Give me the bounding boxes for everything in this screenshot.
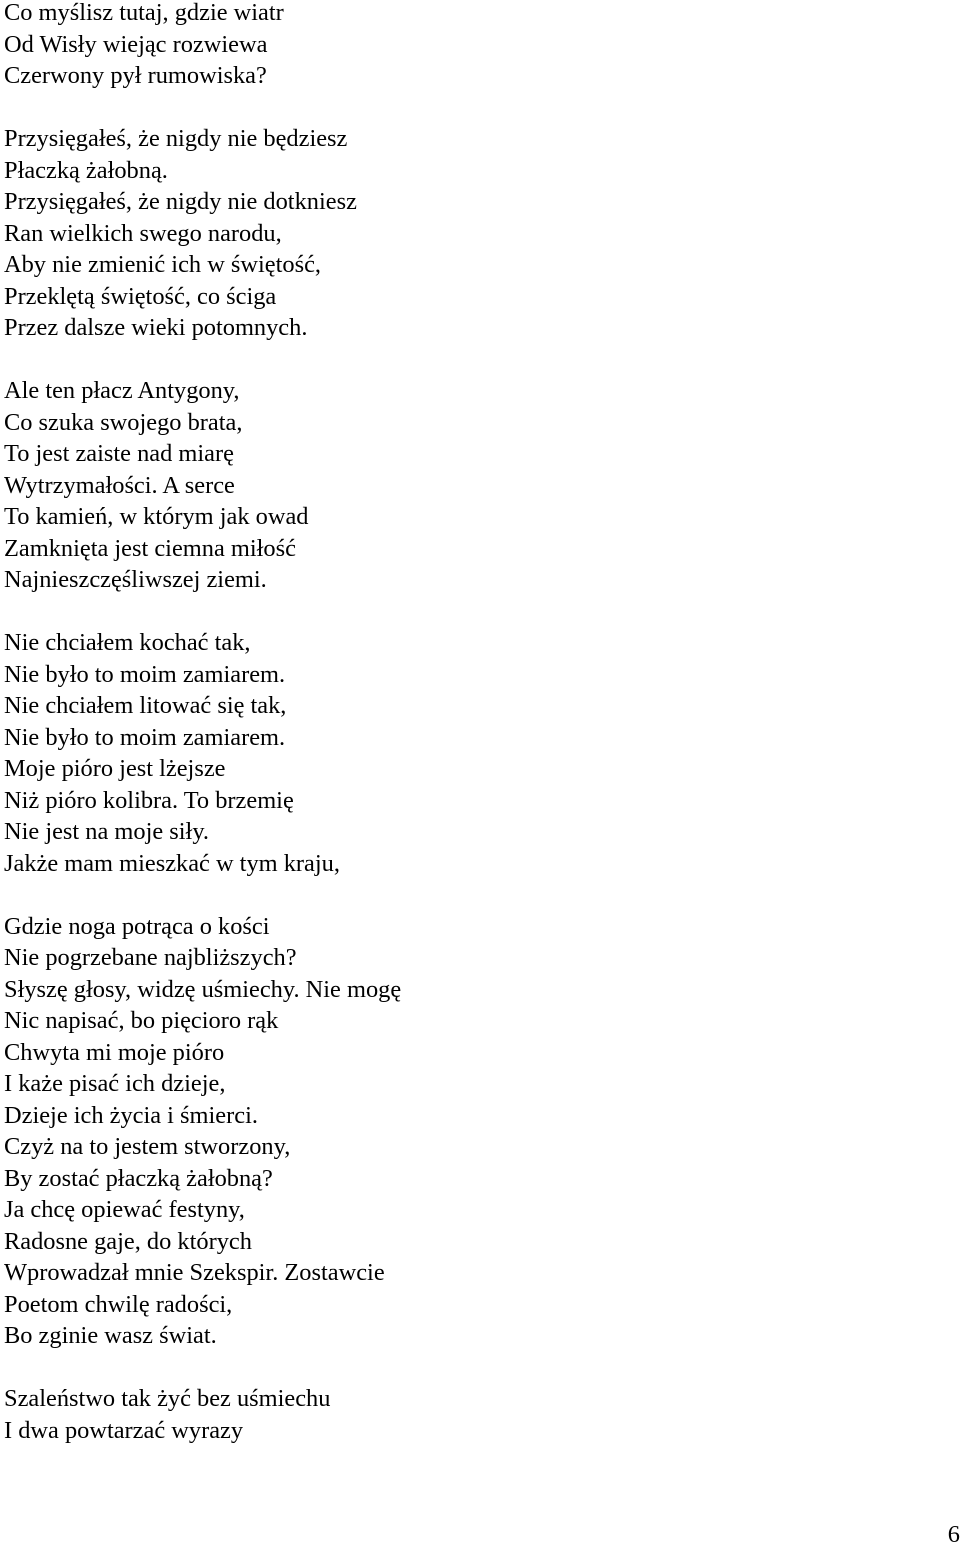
poem-line: Zamknięta jest ciemna miłość xyxy=(4,534,296,562)
poem-line: Chwyta mi moje pióro xyxy=(4,1038,225,1066)
poem-line: Ran wielkich swego narodu, xyxy=(4,219,282,247)
poem-line: Poetom chwilę radości, xyxy=(4,1290,233,1318)
stanza xyxy=(4,911,944,1352)
stanza xyxy=(4,1383,944,1446)
poem-line: Nie chciałem litować się tak, xyxy=(4,692,287,719)
poem-line: Nie było to moim zamiarem. xyxy=(4,723,286,751)
poem-line: Jakże mam mieszkać w tym kraju, xyxy=(4,849,340,877)
poem-line: Przeklętą świętość, co ściga xyxy=(4,282,277,310)
poem-line: Wprowadzał mnie Szekspir. Zostawcie xyxy=(4,1259,385,1286)
poem-line: Najnieszczęśliwszej ziemi. xyxy=(4,566,267,593)
poem-line: Płaczką żałobną. xyxy=(4,156,168,184)
poem-line: Przysięgałeś, że nigdy nie dotkniesz xyxy=(4,188,357,215)
poem-line: Nie chciałem kochać tak, xyxy=(4,629,251,656)
poem-line: Ja chcę opiewać festyny, xyxy=(4,1196,245,1223)
poem-line: Szaleństwo tak żyć bez uśmiechu xyxy=(4,1385,331,1412)
poem-line: Od Wisły wiejąc rozwiewa xyxy=(4,30,268,58)
poem-line: Nie pogrzebane najbliższych? xyxy=(4,944,297,971)
page-number: 6 xyxy=(947,1521,960,1548)
stanza xyxy=(4,375,944,596)
poem-text xyxy=(4,0,944,1478)
poem-line: Nic napisać, bo pięcioro rąk xyxy=(4,1007,279,1034)
poem-line: Co myślisz tutaj, gdzie wiatr xyxy=(4,0,284,26)
poem-line: Czyż na to jestem stworzony, xyxy=(4,1133,291,1160)
poem-line: To jest zaiste nad miarę xyxy=(4,440,234,467)
poem-line: Niż pióro kolibra. To brzemię xyxy=(4,786,294,814)
poem-line: Co szuka swojego brata, xyxy=(4,408,243,436)
poem-line: Aby nie zmienić ich w świętość, xyxy=(4,251,321,278)
poem-line: Nie było to moim zamiarem. xyxy=(4,660,286,688)
poem-line: Gdzie noga potrąca o kości xyxy=(4,912,270,940)
poem-line: Przez dalsze wieki potomnych. xyxy=(4,314,308,341)
poem-line: Bo zginie wasz świat. xyxy=(4,1322,217,1349)
poem-line: Radosne gaje, do których xyxy=(4,1227,252,1255)
poem-line: Wytrzymałości. A serce xyxy=(4,471,235,499)
stanza xyxy=(4,627,944,879)
poem-line: Moje pióro jest lżejsze xyxy=(4,755,226,782)
poem-line: By zostać płaczką żałobną? xyxy=(4,1164,273,1192)
stanza xyxy=(4,0,944,92)
poem-line: Słyszę głosy, widzę uśmiechy. Nie mogę xyxy=(4,975,402,1003)
poem-line: Nie jest na moje siły. xyxy=(4,818,210,845)
poem-line: Dzieje ich życia i śmierci. xyxy=(4,1101,258,1129)
poem-line: I każe pisać ich dzieje, xyxy=(4,1070,226,1097)
poem-line: Przysięgałeś, że nigdy nie będziesz xyxy=(4,125,348,152)
poem-line: Czerwony pył rumowiska? xyxy=(4,62,267,89)
poem-line: Ale ten płacz Antygony, xyxy=(4,377,240,404)
poem-line: To kamień, w którym jak owad xyxy=(4,503,309,530)
stanza xyxy=(4,123,944,344)
poem-line: I dwa powtarzać wyrazy xyxy=(4,1416,244,1444)
